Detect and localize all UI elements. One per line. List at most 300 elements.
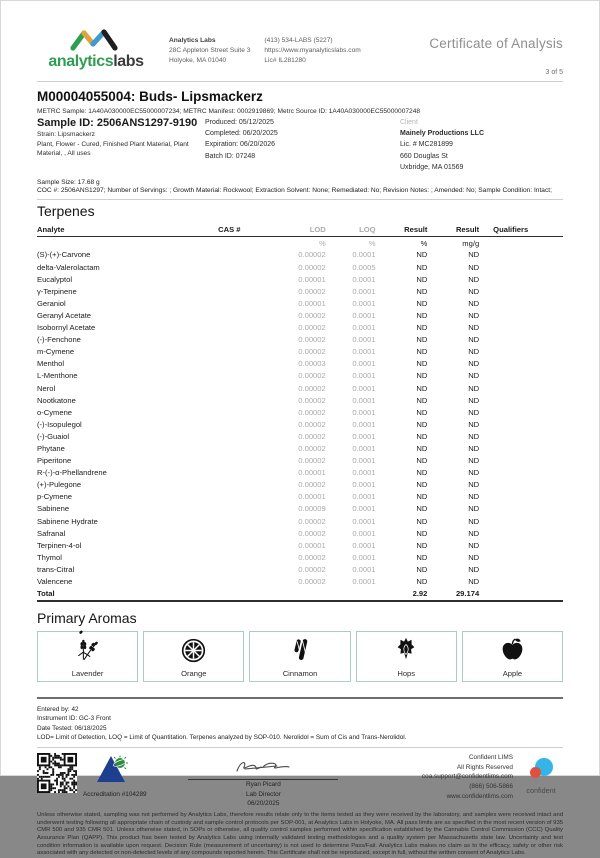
sample-id-block <box>37 117 205 173</box>
result-mgg-cell: ND <box>468 492 480 502</box>
table-row <box>37 346 563 358</box>
cas-cell <box>218 322 270 334</box>
cas-cell <box>218 527 270 539</box>
total-label: Total <box>37 588 218 601</box>
table-row <box>37 515 563 527</box>
qualifiers-cell <box>479 346 563 358</box>
result-mgg-cell: ND <box>468 262 480 272</box>
table-row <box>37 406 563 418</box>
loq-cell: 0.0001 <box>352 395 376 405</box>
analyte-cell: γ-Terpinene <box>37 286 77 296</box>
result-pct-cell: ND <box>416 431 428 441</box>
signed-date: 06/20/2025 <box>247 800 280 808</box>
col-header-analyte: Analyte <box>37 224 218 237</box>
analyte-cell: (-)-Fenchone <box>37 335 81 345</box>
result-mgg-cell: ND <box>468 359 480 369</box>
result-mgg-cell: ND <box>468 564 480 574</box>
analyte-cell: Safranal <box>37 528 66 538</box>
cas-cell <box>218 467 270 479</box>
aroma-card <box>143 631 244 682</box>
loq-cell: 0.0001 <box>352 504 376 514</box>
loq-cell: 0.0001 <box>352 443 376 453</box>
produced-date: Produced: 05/12/2025 <box>205 119 274 126</box>
orange-icon <box>180 632 207 669</box>
aroma-card <box>356 631 457 682</box>
col-header-result-mgg: Result <box>427 224 479 237</box>
cas-cell <box>218 539 270 551</box>
result-pct-cell: ND <box>416 359 428 369</box>
result-mgg-cell: ND <box>468 443 480 453</box>
qualifiers-cell <box>479 515 563 527</box>
coc-line: COC #: 2506ANS1297; Number of Servings: ; Growth Material: Rockwool; Extraction Solvent: None; Remediated: No; Revision Notes: ; Amended: No; Sample Condition: Intact; <box>37 186 552 194</box>
lims-name: Confident LIMS <box>468 754 513 762</box>
qualifiers-cell <box>479 322 563 334</box>
lod-cell: 0.00003 <box>298 359 326 369</box>
result-mgg-cell: ND <box>468 480 480 490</box>
qualifiers-cell <box>479 370 563 382</box>
entered-by: Entered by: 42 <box>37 705 79 713</box>
lod-cell: 0.00002 <box>298 335 326 345</box>
loq-cell: 0.0001 <box>352 419 376 429</box>
section-divider <box>37 199 563 200</box>
loq-cell: 0.0001 <box>352 274 376 284</box>
result-pct-cell: ND <box>416 250 428 260</box>
lod-cell: 0.00002 <box>298 371 326 381</box>
result-mgg-cell: ND <box>468 310 480 320</box>
table-row <box>37 297 563 309</box>
loq-cell: 0.0001 <box>352 335 376 345</box>
lims-contact <box>422 753 513 801</box>
qualifiers-cell <box>479 491 563 503</box>
result-mgg-cell: ND <box>468 407 480 417</box>
cas-cell <box>218 273 270 285</box>
result-mgg-cell: ND <box>468 431 480 441</box>
analyticslabs-logo-icon <box>65 27 127 53</box>
cas-cell <box>218 430 270 442</box>
table-row <box>37 430 563 442</box>
qr-code <box>37 753 77 793</box>
aroma-list <box>37 631 563 682</box>
lod-cell: 0.00002 <box>298 480 326 490</box>
loq-cell: 0.0001 <box>352 383 376 393</box>
table-row <box>37 261 563 273</box>
cas-cell <box>218 285 270 297</box>
loq-cell: 0.0005 <box>352 262 376 272</box>
lod-cell: 0.00001 <box>298 468 326 478</box>
loq-cell: 0.0001 <box>352 371 376 381</box>
cas-cell <box>218 551 270 563</box>
lod-cell: 0.00009 <box>298 504 326 514</box>
analyte-cell: Piperitone <box>37 456 72 466</box>
table-row <box>37 527 563 539</box>
sample-size: Sample Size: 17.68 g <box>37 178 100 186</box>
result-mgg-cell: ND <box>468 456 480 466</box>
date-tested: Date Tested: 06/18/2025 <box>37 724 107 732</box>
lod-cell: 0.00002 <box>298 395 326 405</box>
qualifiers-cell <box>479 467 563 479</box>
qualifiers-cell <box>479 479 563 491</box>
col-header-qualifiers: Qualifiers <box>479 224 563 237</box>
qualifiers-cell <box>479 539 563 551</box>
qualifiers-cell <box>479 334 563 346</box>
lod-cell: 0.00001 <box>298 540 326 550</box>
qualifiers-cell <box>479 527 563 539</box>
loq-cell: 0.0001 <box>352 286 376 296</box>
table-row <box>37 394 563 406</box>
lod-cell: 0.00002 <box>298 564 326 574</box>
table-row <box>37 418 563 430</box>
table-row <box>37 551 563 563</box>
lod-note: LOD= Limit of Detection, LOQ = Limit of Quantitation. Terpenes analyzed by SOP-010. Nerolidol = Sum of Cis and Trans-Nerolidol. <box>37 734 407 742</box>
qualifiers-cell <box>479 261 563 273</box>
signature-line <box>188 779 338 780</box>
analyte-cell: Valencene <box>37 577 73 587</box>
lod-cell: 0.00002 <box>298 323 326 333</box>
table-row <box>37 370 563 382</box>
result-pct-cell: ND <box>416 540 428 550</box>
result-mgg-cell: ND <box>468 286 480 296</box>
result-mgg-cell: ND <box>468 468 480 478</box>
lod-cell: 0.00002 <box>298 407 326 417</box>
aroma-label: Cinnamon <box>282 668 318 678</box>
lims-block <box>422 753 563 801</box>
col-header-loq: LOQ <box>326 224 376 237</box>
result-pct-cell: ND <box>416 286 428 296</box>
unit-lod: % <box>318 238 326 248</box>
loq-cell: 0.0001 <box>352 347 376 357</box>
table-row <box>37 563 563 575</box>
cinnamon-icon <box>287 632 313 669</box>
logo-word-analytics: analytics <box>48 53 114 70</box>
cas-cell <box>218 309 270 321</box>
result-mgg-cell: ND <box>468 528 480 538</box>
result-pct-cell: ND <box>416 310 428 320</box>
lab-director-signature <box>231 757 295 777</box>
cas-cell <box>218 442 270 454</box>
table-row <box>37 503 563 515</box>
table-row <box>37 479 563 491</box>
lod-cell: 0.00001 <box>298 274 326 284</box>
qualifiers-cell <box>479 406 563 418</box>
loq-cell: 0.0001 <box>352 480 376 490</box>
terpenes-table <box>37 224 563 602</box>
apple-icon <box>499 632 526 669</box>
analyte-cell: (S)-(+)-Carvone <box>37 250 91 260</box>
lod-cell: 0.00001 <box>298 298 326 308</box>
table-row <box>37 334 563 346</box>
completed-date: Completed: 06/20/2025 <box>205 130 278 138</box>
cas-cell <box>218 491 270 503</box>
result-pct-cell: ND <box>416 262 428 272</box>
table-row <box>37 467 563 479</box>
result-mgg-cell: ND <box>468 395 480 405</box>
loq-cell: 0.0001 <box>352 564 376 574</box>
signer-title: Lab Director <box>245 790 281 798</box>
result-mgg-cell: ND <box>468 504 480 514</box>
cas-cell <box>218 479 270 491</box>
cas-cell <box>218 370 270 382</box>
result-mgg-cell: ND <box>468 383 480 393</box>
result-pct-cell: ND <box>416 274 428 284</box>
lod-cell: 0.00002 <box>298 456 326 466</box>
lod-cell: 0.00002 <box>298 286 326 296</box>
accreditation-block <box>83 753 147 798</box>
cas-cell <box>218 249 270 261</box>
lab-license: Lic# IL281280 <box>264 56 306 64</box>
signature-block <box>188 753 338 809</box>
loq-cell: 0.0001 <box>352 577 376 587</box>
client-block <box>335 117 563 173</box>
lod-cell: 0.00001 <box>298 492 326 502</box>
client-label: Client <box>400 119 418 126</box>
units-row <box>37 236 563 249</box>
qualifiers-cell <box>479 563 563 575</box>
analyte-cell: Thymol <box>37 552 62 562</box>
analyte-cell: Geraniol <box>37 298 66 308</box>
aroma-label: Orange <box>181 668 207 678</box>
hops-icon <box>393 632 419 669</box>
analyte-cell: o-Cymene <box>37 407 73 417</box>
loq-cell: 0.0001 <box>352 456 376 466</box>
logo-word-labs: labs <box>113 53 144 70</box>
result-pct-cell: ND <box>416 443 428 453</box>
aromas-section-title: Primary Aromas <box>37 609 137 626</box>
table-row <box>37 382 563 394</box>
result-pct-cell: ND <box>416 407 428 417</box>
dates-block <box>205 117 335 173</box>
terpenes-table-body <box>37 236 563 587</box>
qualifiers-cell <box>479 430 563 442</box>
result-pct-cell: ND <box>416 492 428 502</box>
aroma-card <box>249 631 350 682</box>
total-result-mgg: 29.174 <box>427 588 479 601</box>
loq-cell: 0.0001 <box>352 492 376 502</box>
loq-cell: 0.0001 <box>352 540 376 550</box>
analyte-cell: Isobornyl Acetate <box>37 323 96 333</box>
lab-phone: (413) 534-LABS (5227) <box>264 37 333 44</box>
analyte-cell: Phytane <box>37 443 65 453</box>
lavender-icon <box>75 632 101 669</box>
cas-cell <box>218 334 270 346</box>
total-result-pct: 2.92 <box>376 588 428 601</box>
analyte-cell: Eucalyptol <box>37 274 73 284</box>
analyte-cell: (-)-Isopulegol <box>37 419 82 429</box>
lod-cell: 0.00002 <box>298 347 326 357</box>
qualifiers-cell <box>479 297 563 309</box>
table-row <box>37 575 563 587</box>
confident-logo <box>519 757 563 795</box>
cas-cell <box>218 297 270 309</box>
lab-address-line1: 28C Appleton Street Suite 3 <box>169 46 251 54</box>
result-pct-cell: ND <box>416 371 428 381</box>
table-row <box>37 539 563 551</box>
table-row <box>37 285 563 297</box>
analyticslabs-logo <box>37 27 155 70</box>
result-pct-cell: ND <box>416 552 428 562</box>
analyte-cell: p-Cymene <box>37 492 73 502</box>
result-pct-cell: ND <box>416 564 428 574</box>
lod-cell: 0.00002 <box>298 528 326 538</box>
terpenes-section-title: Terpenes <box>37 202 95 219</box>
table-row <box>37 322 563 334</box>
table-row <box>37 455 563 467</box>
cas-cell <box>218 418 270 430</box>
table-row <box>37 442 563 454</box>
result-pct-cell: ND <box>416 528 428 538</box>
qualifiers-cell <box>479 309 563 321</box>
signature-strip <box>37 753 563 809</box>
lod-cell: 0.00002 <box>298 577 326 587</box>
unit-result-mgg: mg/g <box>462 238 480 248</box>
loq-cell: 0.0001 <box>352 250 376 260</box>
cas-cell <box>218 394 270 406</box>
metrc-line: METRC Sample: 1A40A030000EC55000007234; METRC Manifest: 0002919869; Metrc Source ID: 1A40A030000EC55000007248 <box>37 108 421 115</box>
analyte-cell: L-Menthone <box>37 371 78 381</box>
qualifiers-cell <box>479 551 563 563</box>
result-mgg-cell: ND <box>468 419 480 429</box>
result-mgg-cell: ND <box>468 371 480 381</box>
strain: Strain: Lipsmackerz <box>37 131 95 138</box>
qualifiers-cell <box>479 418 563 430</box>
aroma-card <box>37 631 138 682</box>
qualifiers-cell <box>479 273 563 285</box>
qualifiers-cell <box>479 249 563 261</box>
client-license: Lic. # MC281899 <box>400 141 453 149</box>
analyte-cell: Geranyl Acetate <box>37 310 92 320</box>
analyte-cell: m-Cymene <box>37 347 75 357</box>
cas-cell <box>218 382 270 394</box>
loq-cell: 0.0001 <box>352 431 376 441</box>
sample-id: Sample ID: 2506ANS1297-9190 <box>37 117 198 129</box>
result-pct-cell: ND <box>416 298 428 308</box>
loq-cell: 0.0001 <box>352 528 376 538</box>
table-row <box>37 358 563 370</box>
logo-wordmark <box>37 54 155 70</box>
analyte-cell: delta-Valerolactam <box>37 262 100 272</box>
unit-loq: % <box>368 238 376 248</box>
qualifiers-cell <box>479 358 563 370</box>
aroma-card <box>462 631 563 682</box>
result-pct-cell: ND <box>416 516 428 526</box>
unit-result-pct: % <box>420 238 428 248</box>
result-pct-cell: ND <box>416 335 428 345</box>
result-pct-cell: ND <box>416 468 428 478</box>
client-address2: Uxbridge, MA 01569 <box>400 163 464 171</box>
cas-cell <box>218 575 270 587</box>
loq-cell: 0.0001 <box>352 323 376 333</box>
col-header-cas: CAS # <box>218 224 270 237</box>
aroma-label: Lavender <box>71 668 104 678</box>
aroma-label: Hops <box>397 668 416 678</box>
aroma-label: Apple <box>502 668 523 678</box>
table-row <box>37 309 563 321</box>
lod-cell: 0.00002 <box>298 310 326 320</box>
lims-website: www.confidentlims.com <box>446 792 513 800</box>
result-mgg-cell: ND <box>468 274 480 284</box>
analyte-cell: (+)-Pulegone <box>37 480 82 490</box>
result-mgg-cell: ND <box>468 552 480 562</box>
lod-cell: 0.00002 <box>298 431 326 441</box>
col-header-result-pct: Result <box>376 224 428 237</box>
terpenes-table-footer <box>37 588 563 601</box>
result-pct-cell: ND <box>416 456 428 466</box>
lims-rights: All Rights Reserved <box>456 763 513 771</box>
lab-website: https://www.myanalyticslabs.com <box>264 46 361 54</box>
sample-info-grid <box>37 117 563 173</box>
disclaimer-text: Unless otherwise stated, sampling was not performed by Analytics Labs, therefore results relate only to the items tested as they were received by the laboratory, and samples were received intact and underwent testing following all appropriate chain of custody and sample control protocols per SOP-001, at Analytics Labs in Holyoke, MA. All pass limits are as specified in the most recent version of 935 CMR 500 and 935 CMR 501. Unless otherwise stated, in SOPs or otherwise, all quality control samples performed within specification established by the Cannabis Control Commission (CCC) Quality Assurance Plan (QAPP). This product has been tested by Analytics Labs using internally validated testing methodologies and a quality system per Massachusetts state law. Uncertainty and test condition information is available upon request. Decision Rule (measurement of uncertainty) is not used to determine Pass/Fail. Analytics Labs makes no claim as to the efficacy, safety or other risk associated with any detected or non-detected levels of any compounds reported herein. This Certificate shall not be reproduced, except in full, without the written consent of Analytics Labs. <box>37 812 563 857</box>
cas-cell <box>218 346 270 358</box>
cas-cell <box>218 261 270 273</box>
analyte-cell: trans-Citral <box>37 564 75 574</box>
signer-name: Ryan Picard <box>245 781 281 789</box>
lod-cell: 0.00002 <box>298 419 326 429</box>
lab-name: Analytics Labs <box>169 37 216 44</box>
result-mgg-cell: ND <box>468 516 480 526</box>
header-divider <box>37 81 563 82</box>
loq-cell: 0.0001 <box>352 407 376 417</box>
instrument-id: Instrument ID: GC-3 Front <box>37 715 111 723</box>
footer-notes <box>37 705 563 743</box>
result-mgg-cell: ND <box>468 577 480 587</box>
pjla-accreditation-icon <box>95 753 135 785</box>
expiration-date: Expiration: 06/20/2026 <box>205 141 276 149</box>
lod-cell: 0.00002 <box>298 516 326 526</box>
certificate-title: Certificate of Analysis <box>429 36 563 51</box>
result-pct-cell: ND <box>416 577 428 587</box>
lab-contact-block <box>264 36 360 66</box>
qualifiers-cell <box>479 575 563 587</box>
result-mgg-cell: ND <box>468 540 480 550</box>
cas-cell <box>218 406 270 418</box>
cas-cell <box>218 515 270 527</box>
lod-cell: 0.00002 <box>298 262 326 272</box>
result-pct-cell: ND <box>416 395 428 405</box>
accreditation-number: Accreditation #104289 <box>83 791 147 799</box>
result-pct-cell: ND <box>416 419 428 429</box>
footer-notes-divider <box>37 747 563 748</box>
loq-cell: 0.0001 <box>352 468 376 478</box>
analyte-cell: Sabinene <box>37 504 70 514</box>
page-number: 3 of 5 <box>545 69 563 76</box>
qualifiers-cell <box>479 503 563 515</box>
analyte-cell: Sabinene Hydrate <box>37 516 98 526</box>
lims-email: coa.support@confidentlims.com <box>421 773 513 781</box>
result-mgg-cell: ND <box>468 298 480 308</box>
lab-address-line2: Holyoke, MA 01040 <box>169 56 227 64</box>
terpenes-table-header <box>37 224 563 237</box>
cas-cell <box>218 503 270 515</box>
total-row <box>37 588 563 601</box>
loq-cell: 0.0001 <box>352 298 376 308</box>
col-header-lod: LOD <box>270 224 326 237</box>
lod-cell: 0.00002 <box>298 383 326 393</box>
lims-phone: (866) 506-5866 <box>469 782 513 790</box>
loq-cell: 0.0001 <box>352 552 376 562</box>
lod-cell: 0.00002 <box>298 443 326 453</box>
result-pct-cell: ND <box>416 504 428 514</box>
result-pct-cell: ND <box>416 383 428 393</box>
qualifiers-cell <box>479 382 563 394</box>
lod-cell: 0.00002 <box>298 552 326 562</box>
certificate-title-block <box>429 36 563 76</box>
result-mgg-cell: ND <box>468 250 480 260</box>
result-mgg-cell: ND <box>468 323 480 333</box>
table-row <box>37 273 563 285</box>
analyte-cell: Nerol <box>37 383 56 393</box>
matrix: Plant, Flower - Cured, Finished Plant Material, Plant Material, , All uses <box>37 140 189 158</box>
analyte-cell: R-(-)-α-Phellandrene <box>37 468 107 478</box>
result-pct-cell: ND <box>416 480 428 490</box>
